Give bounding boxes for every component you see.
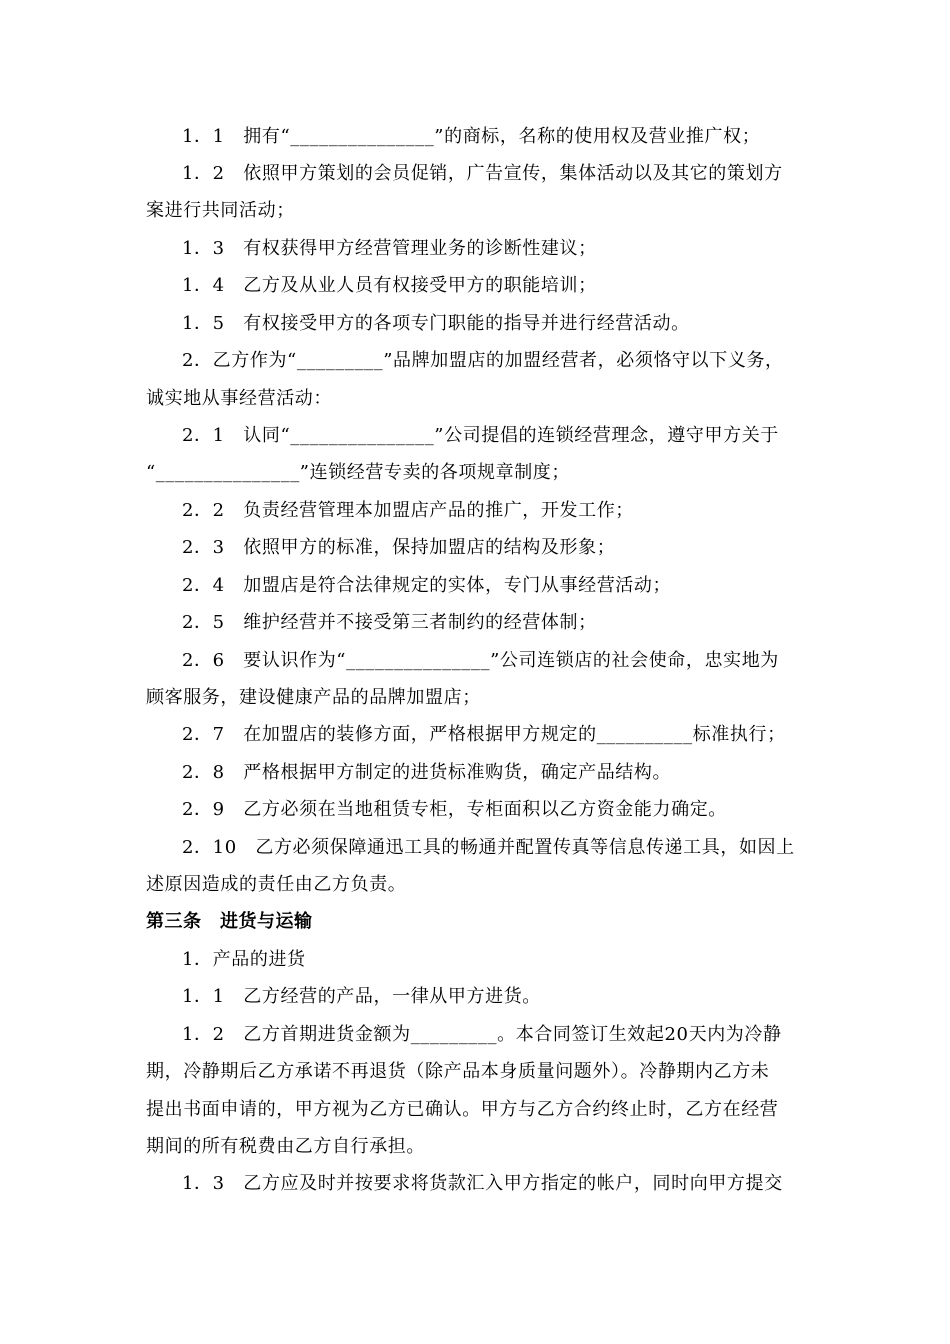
clause-1-1: 1．1 拥有“_______________”的商标，名称的使用权及营业推广权； — [182, 126, 761, 147]
clause-3-1-2-cont-3: 期间的所有税费由乙方自行承担。 — [146, 1136, 425, 1157]
clause-2-6-cont: 顾客服务，建设健康产品的品牌加盟店； — [146, 687, 481, 708]
clause-2-10: 2．10 乙方必须保障通迅工具的畅通并配置传真等信息传递工具，如因上 — [182, 837, 795, 858]
clause-2-4: 2．4 加盟店是符合法律规定的实体，专门从事经营活动； — [182, 575, 672, 596]
clause-2-1-cont: “_______________”连锁经营专卖的各项规章制度； — [146, 462, 571, 483]
clause-3-1-3: 1．3 乙方应及时并按要求将货款汇入甲方指定的帐户，同时向甲方提交 — [182, 1173, 783, 1194]
clause-2-cont: 诚实地从事经营活动： — [146, 388, 332, 409]
clause-3-1-2-cont-2: 提出书面申请的，甲方视为乙方已确认。甲方与乙方合约终止时，乙方在经营 — [146, 1099, 779, 1120]
clause-3-1-2: 1．2 乙方首期进货金额为_________。本合同签订生效起20天内为冷静 — [182, 1024, 782, 1045]
clause-2-2: 2．2 负责经营管理本加盟店产品的推广，开发工作； — [182, 500, 634, 521]
clause-2-10-cont: 述原因造成的责任由乙方负责。 — [146, 874, 407, 895]
clause-1-2-cont: 案进行共同活动； — [146, 200, 295, 221]
clause-2-3: 2．3 依照甲方的标准，保持加盟店的结构及形象； — [182, 537, 616, 558]
clause-1-3: 1．3 有权获得甲方经营管理业务的诊断性建议； — [182, 238, 597, 259]
clause-3-1-2-cont-1: 期，冷静期后乙方承诺不再退货（除产品本身质量问题外）。冷静期内乙方未 — [146, 1061, 770, 1082]
clause-2-7: 2．7 在加盟店的装修方面，严格根据甲方规定的__________标准执行； — [182, 724, 786, 745]
clause-2-5: 2．5 维护经营并不接受第三者制约的经营体制； — [182, 612, 597, 633]
clause-1-5: 1．5 有权接受甲方的各项专门职能的指导并进行经营活动。 — [182, 313, 690, 334]
clause-2: 2．乙方作为“_________”品牌加盟店的加盟经营者，必须恪守以下义务， — [182, 350, 784, 371]
clause-1-2: 1．2 依照甲方策划的会员促销，广告宣传，集体活动以及其它的策划方 — [182, 163, 783, 184]
clause-2-1: 2．1 认同“_______________”公司提倡的连锁经营理念，遵守甲方关于 — [182, 425, 779, 446]
clause-2-8: 2．8 严格根据甲方制定的进货标准购货，确定产品结构。 — [182, 762, 672, 783]
clause-2-6: 2．6 要认识作为“_______________”公司连锁店的社会使命，忠实地为 — [182, 650, 779, 671]
subsection-title: 1．产品的进货 — [182, 949, 306, 970]
clause-2-9: 2．9 乙方必须在当地租赁专柜，专柜面积以乙方资金能力确定。 — [182, 799, 727, 820]
section-heading: 第三条 进货与运输 — [146, 911, 313, 932]
clause-1-4: 1．4 乙方及从业人员有权接受甲方的职能培训； — [182, 275, 597, 296]
clause-3-1-1: 1．1 乙方经营的产品，一律从甲方进货。 — [182, 986, 541, 1007]
